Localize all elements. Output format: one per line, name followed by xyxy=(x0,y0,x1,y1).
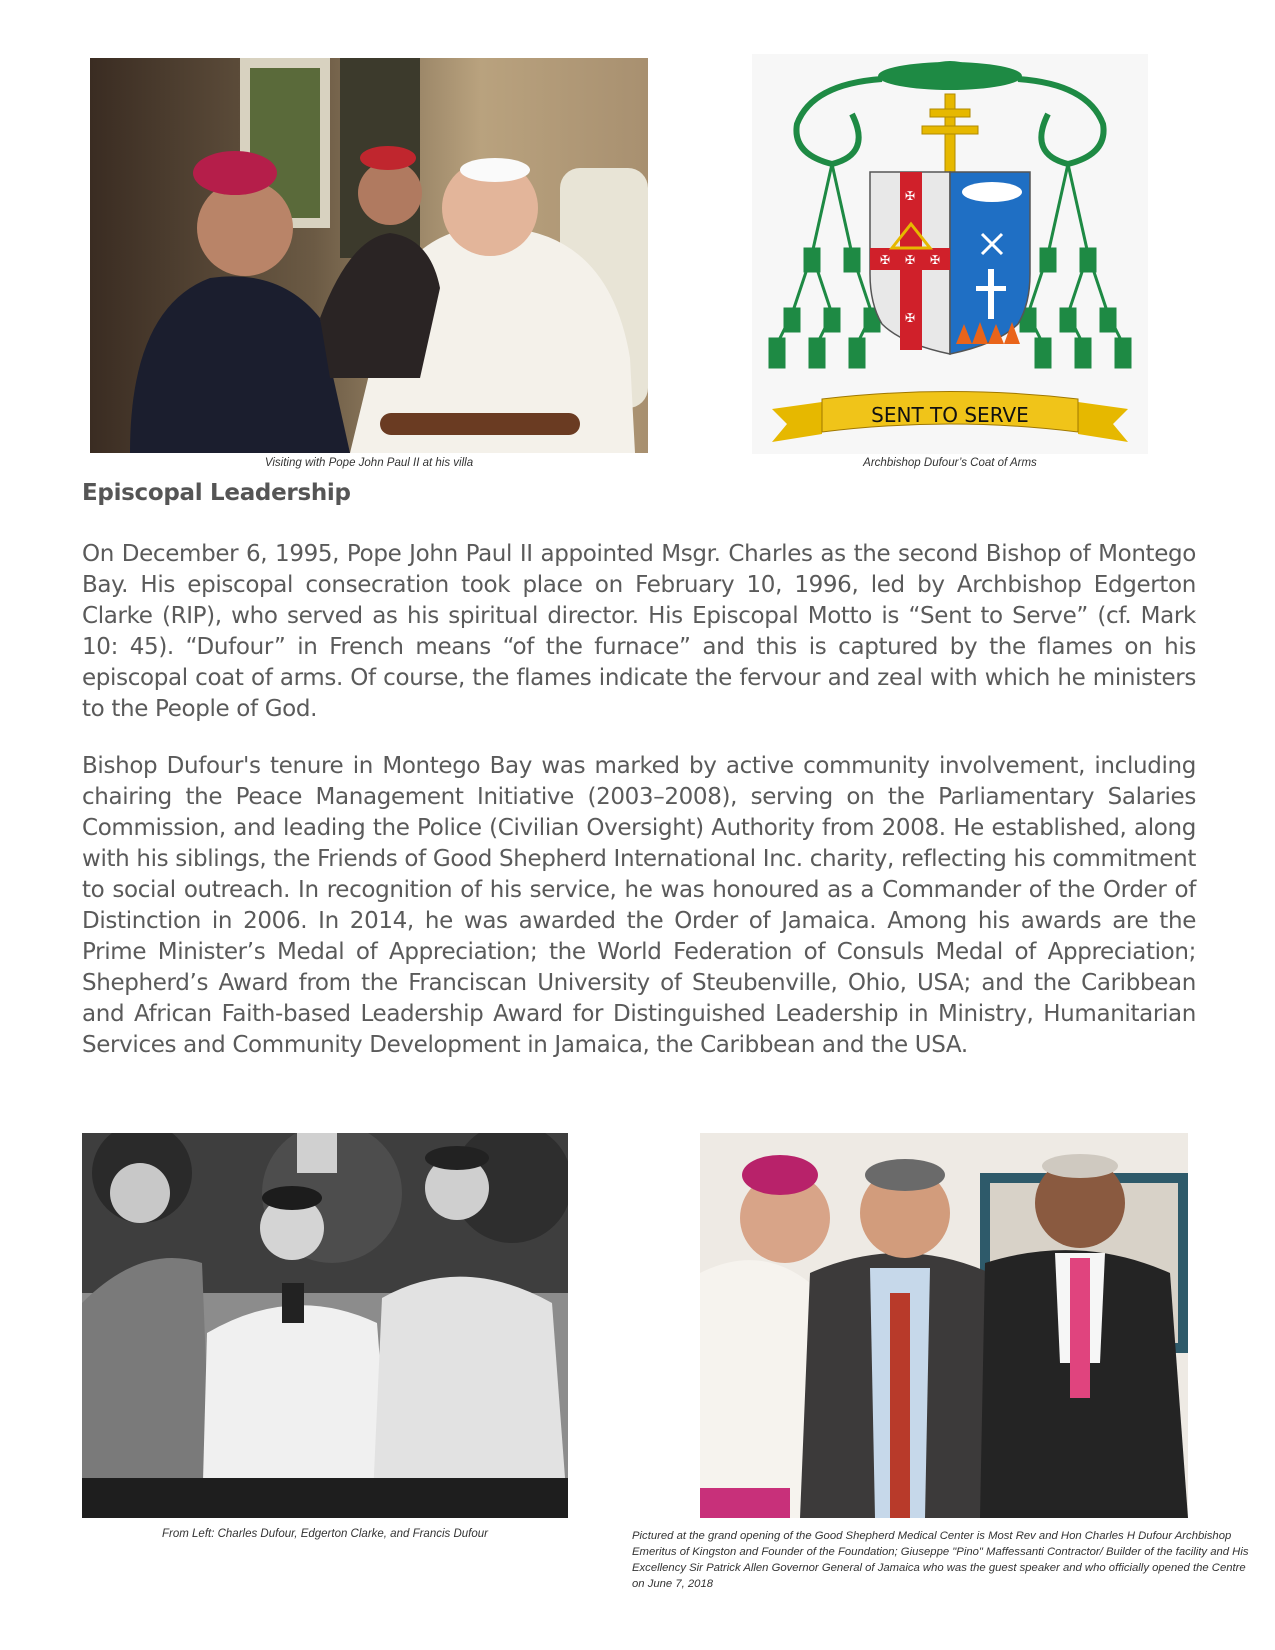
svg-text:✠: ✠ xyxy=(905,189,916,203)
pope-visit-photo xyxy=(90,58,648,453)
siblings-caption: From Left: Charles Dufour, Edgerton Clarke, and Francis Dufour xyxy=(162,1528,488,1540)
pope-visit-caption: Visiting with Pope John Paul II at his villa xyxy=(264,457,474,469)
grand-opening-photo xyxy=(700,1133,1188,1518)
paragraph-appointment: On December 6, 1995, Pope John Paul II appointed Msgr. Charles as the second Bishop of Montego Bay. His episcopal consecration took place on February 10, 1996, led by Archbishop Edgerton Clarke (RIP), who served as his spiritual director. His Episcopal Motto is “Sent to Serve” (cf. Mark 10: 45). “Dufour” in French means “of the furnace” and this is captured by the flames on his episcopal coat of arms. Of course, the flames indicate the fervour and zeal with which he ministers to the People of God. xyxy=(82,541,1196,722)
paragraph-tenure: Bishop Dufour's tenure in Montego Bay was marked by active community involvement, including chairing the Peace Management Initiative (2003–2008), serving on the Parliamentary Salaries Commission, and leading the Police (Civilian Oversight) Authority from 2008. He established, along with his siblings, the Friends of Good Shepherd International Inc. charity, reflecting his commitment to social outreach. In recognition of his service, he was honoured as a Commander of the Order of Distinction in 2006. In 2014, he was awarded the Order of Jamaica. Among his awards are the Prime Minister’s Medal of Appreciation; the World Federation of Consuls Medal of Appreciation; Shepherd’s Award from the Franciscan University of Steubenville, Ohio, USA; and the Caribbean and African Faith-based Leadership Award for Distinguished Leadership in Ministry, Humanitarian Services and Community Development in Jamaica, the Caribbean and the USA. xyxy=(82,753,1196,1058)
svg-text:✠: ✠ xyxy=(905,253,916,267)
coat-of-arms-motto: SENT TO SERVE xyxy=(871,403,1029,427)
section-title: Episcopal Leadership xyxy=(82,480,351,506)
svg-text:✠: ✠ xyxy=(930,253,941,267)
coat-of-arms-image xyxy=(752,54,1148,454)
siblings-photo xyxy=(82,1133,568,1518)
svg-text:✠: ✠ xyxy=(880,253,891,267)
svg-text:✠: ✠ xyxy=(905,311,916,325)
coat-of-arms-caption: Archbishop Dufour’s Coat of Arms xyxy=(863,457,1037,469)
grand-opening-caption: Pictured at the grand opening of the Good Shepherd Medical Center is Most Rev and Hon Charles H Dufour Archbishop Emeritus of Kingston and Founder of the Foundation; Giuseppe "Pino" Maffessanti Contractor/ Builder of the facility and His Excellency Sir Patrick Allen Governor General of Jamaica who was the guest speaker and who officially opened the Centre on June 7, 2018 xyxy=(632,1530,1249,1590)
